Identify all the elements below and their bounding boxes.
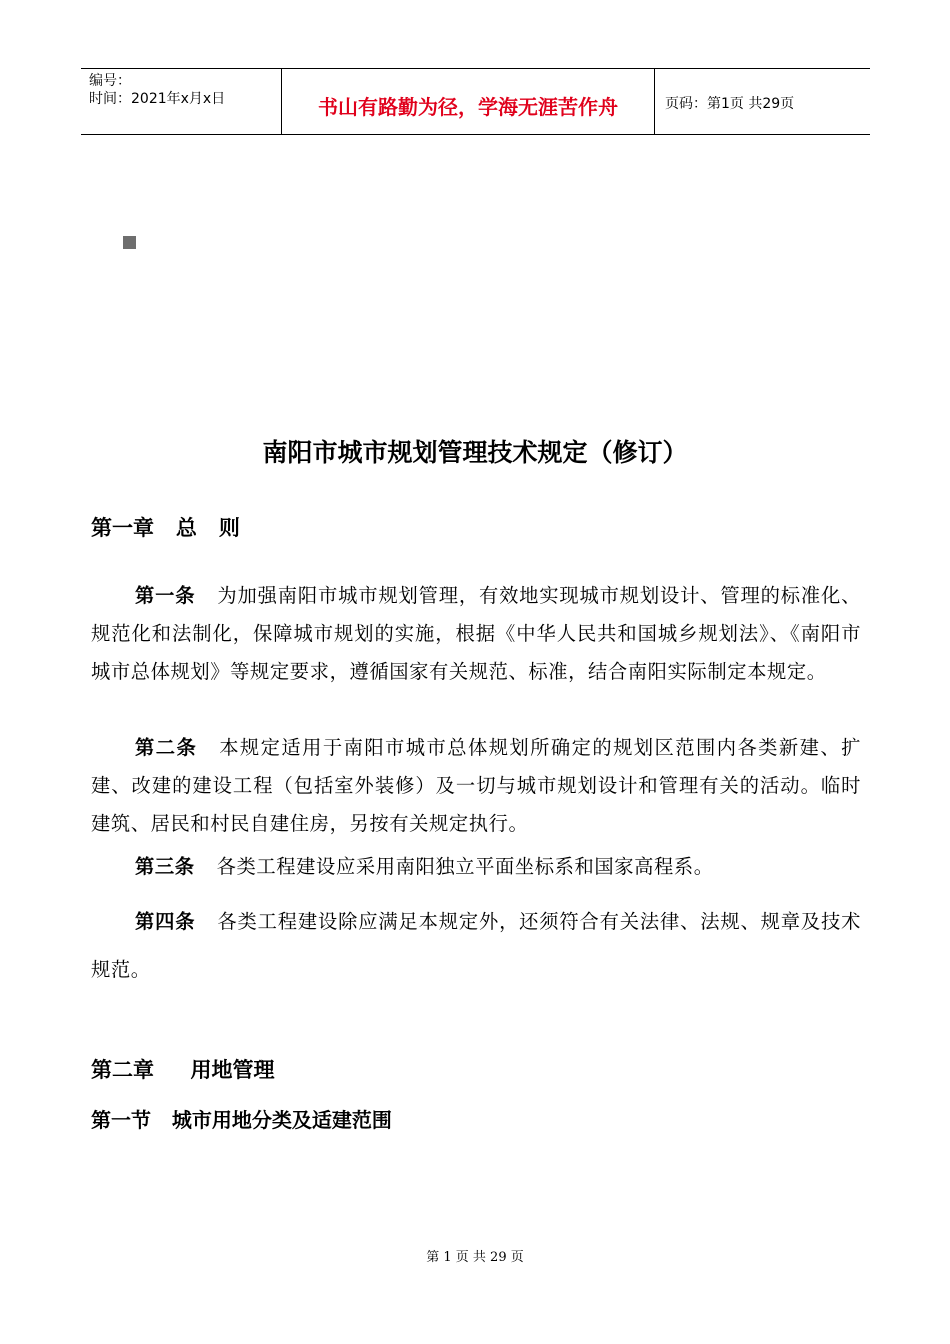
article-4-text: 各类工程建设除应满足本规定外，还须符合有关法律、法规、规章及技术规范。: [91, 910, 861, 981]
page-footer: 第 1 页 共 29 页: [426, 1250, 524, 1265]
article-2-label: 第二条: [135, 736, 198, 759]
time-label: 时间：2021年x月x日: [89, 91, 226, 107]
article-1: [91, 577, 861, 691]
section-1-heading: 第一节 城市用地分类及适建范围: [91, 1108, 392, 1132]
article-2-text: 本规定适用于南阳市城市总体规划所确定的规划区范围内各类新建、扩建、改建的建设工程（包括室外装修）及一切与城市规划设计和管理有关的活动。临时建筑、居民和村民自建住房，另按有关规定执行。: [91, 736, 861, 835]
article-1-text: 为加强南阳市城市规划管理，有效地实现城市规划设计、管理的标准化、规范化和法制化，保障城市规划的实施，根据《中华人民共和国城乡规划法》、《南阳市城市总体规划》等规定要求，遵循国家有关规范、标准，结合南阳实际制定本规定。: [91, 584, 861, 683]
motto-text: 书山有路勤为径，学海无涯苦作舟: [318, 95, 618, 119]
document-title: 南阳市城市规划管理技术规定（修订）: [262, 438, 688, 467]
article-3: [91, 848, 861, 886]
code-label: 编号：: [89, 73, 131, 89]
article-4-label: 第四条: [135, 910, 196, 933]
article-3-text: 各类工程建设应采用南阳独立平面坐标系和国家高程系。: [216, 855, 714, 878]
article-4: [91, 898, 861, 994]
header-page-cell: [655, 69, 870, 134]
bullet-square-icon: [123, 236, 136, 249]
header-meta-cell: [81, 69, 282, 134]
article-2: [91, 729, 861, 843]
chapter-1-heading: 第一章 总 则: [91, 516, 240, 540]
article-1-label: 第一条: [135, 584, 196, 607]
article-3-label: 第三条: [135, 855, 195, 878]
page-info: 页码：第1页 共29页: [665, 96, 795, 112]
document-header: [81, 68, 870, 135]
chapter-2-heading: 第二章 用地管理: [91, 1058, 275, 1082]
header-motto-cell: [282, 69, 655, 134]
